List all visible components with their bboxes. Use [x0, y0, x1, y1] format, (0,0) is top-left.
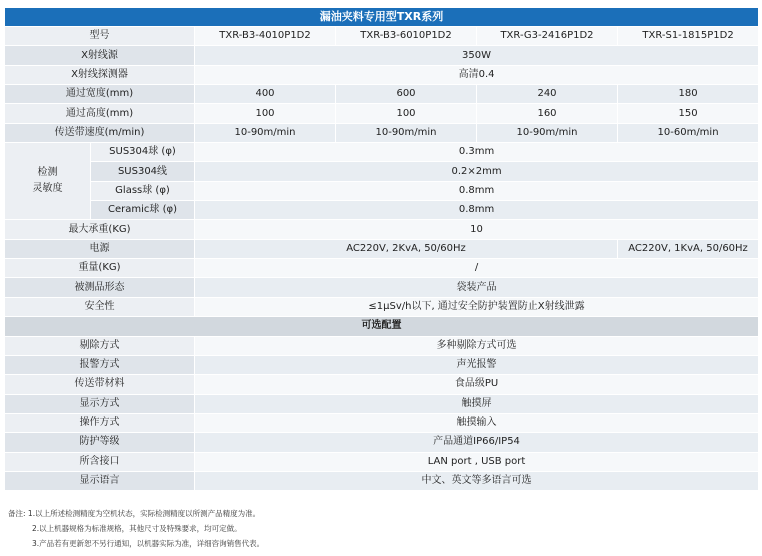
- row-label: 安全性: [5, 297, 195, 316]
- cell-value: 0.2×2mm: [195, 162, 759, 181]
- row-label: SUS304线: [91, 162, 195, 181]
- table-row: [5, 65, 759, 84]
- cell-value: 10-60m/min: [618, 123, 759, 142]
- note-line: 2.以上机器规格为标准规格，其他尺寸及特殊要求，均可定做。: [32, 524, 242, 533]
- cell-value: 10-90m/min: [195, 123, 336, 142]
- table-row: [5, 162, 759, 181]
- cell-value: 触摸屏: [195, 394, 759, 413]
- model-name: TXR-B3-6010P1D2: [336, 27, 477, 46]
- row-label: SUS304球 (φ): [91, 143, 195, 162]
- table-row: [5, 413, 759, 432]
- cell-value: 10-90m/min: [477, 123, 618, 142]
- table-row: [5, 239, 759, 258]
- row-label: 电源: [5, 239, 195, 258]
- spec-table: [4, 7, 759, 491]
- table-title-row: [5, 8, 759, 27]
- row-label: Ceramic球 (φ): [91, 201, 195, 220]
- table-row: [5, 104, 759, 123]
- table-row: [5, 46, 759, 65]
- table-row: [5, 181, 759, 200]
- row-label: 显示语言: [5, 471, 195, 490]
- cell-value: 0.3mm: [195, 143, 759, 162]
- notes-block: [8, 506, 264, 551]
- table-row: [5, 201, 759, 220]
- cell-value: 160: [477, 104, 618, 123]
- table-title: 漏油夹料专用型TXR系列: [5, 8, 759, 27]
- cell-value: 0.8mm: [195, 201, 759, 220]
- table-row: [5, 259, 759, 278]
- row-label: 重量(KG): [5, 259, 195, 278]
- row-label: 通过高度(mm): [5, 104, 195, 123]
- table-row: [5, 452, 759, 471]
- cell-value: 100: [195, 104, 336, 123]
- table-row: [5, 433, 759, 452]
- table-row: [5, 375, 759, 394]
- table-row: [5, 355, 759, 374]
- cell-value: 240: [477, 85, 618, 104]
- row-label: 显示方式: [5, 394, 195, 413]
- row-label: 通过宽度(mm): [5, 85, 195, 104]
- row-label: 型号: [5, 27, 195, 46]
- optional-section-title: 可选配置: [5, 317, 759, 336]
- cell-value: 声光报警: [195, 355, 759, 374]
- cell-value: 100: [336, 104, 477, 123]
- cell-value: LAN port , USB port: [195, 452, 759, 471]
- row-label: 防护等级: [5, 433, 195, 452]
- row-label: 剔除方式: [5, 336, 195, 355]
- cell-value: 600: [336, 85, 477, 104]
- table-row: [5, 123, 759, 142]
- table-row: [5, 220, 759, 239]
- note-line: 3.产品若有更新恕不另行通知，以机器实际为准，详细咨询销售代表。: [32, 539, 265, 548]
- cell-value: AC220V, 2KvA, 50/60Hz: [195, 239, 618, 258]
- model-name: TXR-S1-1815P1D2: [618, 27, 759, 46]
- row-label: Glass球 (φ): [91, 181, 195, 200]
- cell-value: 触摸输入: [195, 413, 759, 432]
- table-row: [5, 471, 759, 490]
- note-line: [8, 506, 264, 521]
- table-row: [5, 27, 759, 46]
- notes-prefix: 备注:: [8, 509, 26, 518]
- cell-value: 180: [618, 85, 759, 104]
- group-label-line: 灵敏度: [32, 183, 63, 195]
- row-label: 操作方式: [5, 413, 195, 432]
- cell-value: 10: [195, 220, 759, 239]
- table-row: [5, 278, 759, 297]
- row-label: X射线探测器: [5, 65, 195, 84]
- table-row: [5, 297, 759, 316]
- cell-value: /: [195, 259, 759, 278]
- cell-value: ≤1μSv/h以下, 通过安全防护装置防止X射线泄露: [195, 297, 759, 316]
- table-row: [5, 143, 759, 162]
- cell-value: 食品级PU: [195, 375, 759, 394]
- cell-value: 400: [195, 85, 336, 104]
- cell-value: 袋装产品: [195, 278, 759, 297]
- cell-value: 150: [618, 104, 759, 123]
- row-label: 最大承重(KG): [5, 220, 195, 239]
- cell-value: 高清0.4: [195, 65, 759, 84]
- model-name: TXR-B3-4010P1D2: [195, 27, 336, 46]
- group-label-line: 检测: [37, 167, 58, 179]
- table-row: [5, 85, 759, 104]
- table-row: [5, 394, 759, 413]
- row-label: 传送带材料: [5, 375, 195, 394]
- optional-section-row: [5, 317, 759, 336]
- cell-value: 产品通道IP66/IP54: [195, 433, 759, 452]
- table-row: [5, 336, 759, 355]
- row-label: X射线源: [5, 46, 195, 65]
- row-label: 所含接口: [5, 452, 195, 471]
- cell-value: 350W: [195, 46, 759, 65]
- cell-value: 10-90m/min: [336, 123, 477, 142]
- row-label: 报警方式: [5, 355, 195, 374]
- cell-value: AC220V, 1KvA, 50/60Hz: [618, 239, 759, 258]
- row-label: 被测品形态: [5, 278, 195, 297]
- model-name: TXR-G3-2416P1D2: [477, 27, 618, 46]
- note-text: 1.以上所述检测精度为空机状态，实际检测精度以所测产品精度为准。: [27, 509, 261, 518]
- cell-value: 0.8mm: [195, 181, 759, 200]
- cell-value: 中文、英文等多语言可选: [195, 471, 759, 490]
- cell-value: 多种剔除方式可选: [195, 336, 759, 355]
- sensitivity-group-label: [5, 143, 91, 220]
- row-label: 传送带速度(m/min): [5, 123, 195, 142]
